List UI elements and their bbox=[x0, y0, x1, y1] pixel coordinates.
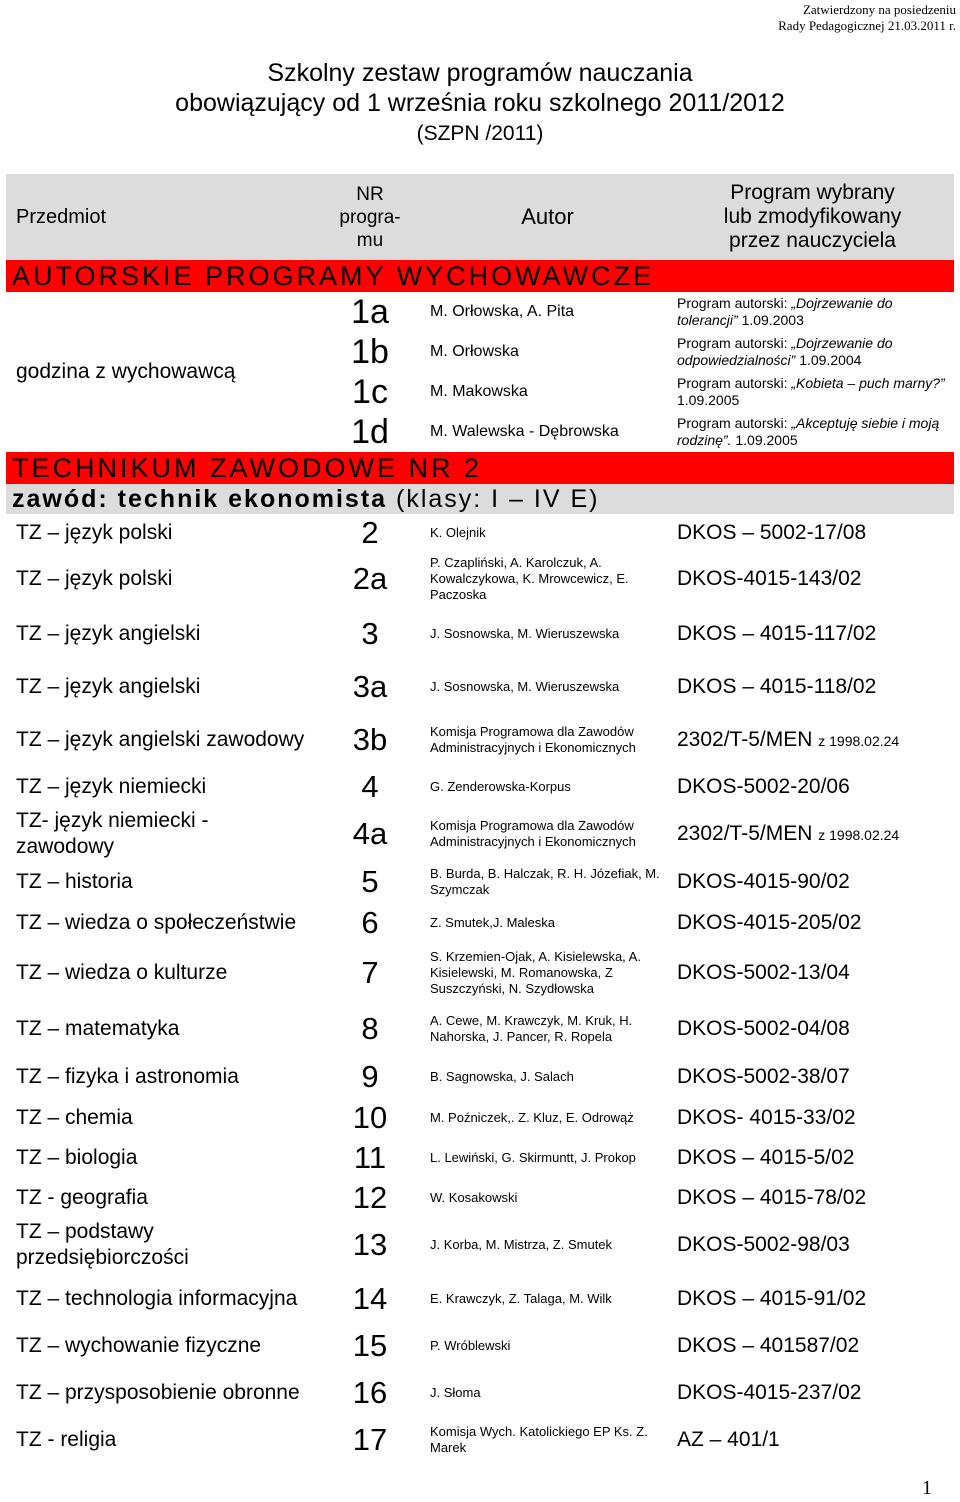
program-description bbox=[671, 292, 954, 332]
program-description bbox=[671, 412, 954, 452]
table-row bbox=[6, 902, 954, 944]
program-number: 9 bbox=[361, 1059, 379, 1094]
profession-line bbox=[6, 484, 954, 514]
program-code-main: 2302/T-5/MEN bbox=[677, 728, 819, 751]
table-row bbox=[6, 662, 954, 712]
class-code: 1c bbox=[352, 372, 388, 411]
program-code bbox=[671, 862, 954, 902]
program-title: „Kobieta – puch marny?” bbox=[791, 375, 945, 391]
program-number: 3 bbox=[361, 616, 379, 651]
program-number: 3a bbox=[352, 669, 388, 704]
author-names: A. Cewe, M. Krawczyk, M. Kruk, H. Nahorska, J. Pancer, R. Ropela bbox=[430, 1013, 633, 1044]
page-number: 1 bbox=[922, 1477, 932, 1499]
class-code: 1a bbox=[351, 292, 389, 331]
program-code bbox=[671, 1056, 954, 1098]
program-prefix: Program autorski: bbox=[677, 295, 792, 311]
author-names: B. Sagnowska, J. Salach bbox=[430, 1069, 574, 1084]
program-number: 8 bbox=[361, 1011, 379, 1046]
subject-name: TZ – fizyka i astronomia bbox=[16, 1065, 239, 1088]
program-title-text: Dojrzewanie do tolerancji” bbox=[677, 295, 893, 328]
wych-row bbox=[6, 292, 954, 332]
table-row bbox=[6, 1326, 954, 1366]
program-description bbox=[671, 332, 954, 372]
program-code bbox=[671, 806, 954, 862]
program-title-text: Kobieta – puch marny?” bbox=[796, 375, 945, 391]
program-code-main: DKOS – 4015-118/02 bbox=[677, 675, 877, 698]
subject-name: TZ – wychowanie fizyczne bbox=[16, 1334, 262, 1357]
program-code bbox=[671, 1178, 954, 1218]
author-names: P. Czapliński, A. Karolczuk, A. Kowalczykowa, K. Mrowcewicz, E. Paczoska bbox=[430, 555, 629, 602]
table-row bbox=[6, 1178, 954, 1218]
program-code bbox=[671, 944, 954, 1002]
program-number: 11 bbox=[353, 1140, 387, 1175]
header-nr-line-3: mu bbox=[356, 229, 384, 251]
program-code-main: DKOS – 4015-5/02 bbox=[677, 1146, 855, 1169]
program-table bbox=[6, 174, 954, 1460]
program-number: 15 bbox=[352, 1328, 388, 1363]
subject-name: TZ- język niemiecki - zawodowy bbox=[16, 809, 209, 858]
program-code-main: DKOS – 4015-91/02 bbox=[677, 1287, 867, 1310]
subject-name: TZ – język angielski bbox=[16, 622, 201, 645]
section-title-school: TECHNIKUM ZAWODOWE NR 2 bbox=[6, 452, 954, 484]
program-code bbox=[671, 514, 954, 552]
subject-name: TZ – historia bbox=[16, 870, 133, 893]
program-title: „Akceptuję siebie i moją rodzinę”. bbox=[677, 415, 940, 448]
author-names: S. Krzemien-Ojak, A. Kisielewska, A. Kisielewski, M. Romanowska, Z Suszczyński, N. Szydłowska bbox=[430, 949, 641, 996]
author-names: Z. Smutek,J. Maleska bbox=[430, 915, 555, 930]
table-row bbox=[6, 1138, 954, 1178]
class-code: 1b bbox=[351, 332, 389, 371]
table-row bbox=[6, 944, 954, 1002]
author-names: J. Sosnowska, M. Wieruszewska bbox=[430, 626, 620, 641]
subject-name: TZ – matematyka bbox=[16, 1017, 180, 1040]
program-number: 13 bbox=[352, 1227, 388, 1262]
program-code bbox=[671, 1218, 954, 1272]
header-program bbox=[671, 174, 954, 260]
profession-band bbox=[6, 484, 954, 514]
author-names: J. Sosnowska, M. Wieruszewska bbox=[430, 679, 620, 694]
program-prefix: Program autorski: bbox=[677, 415, 792, 431]
header-program-line-3: przez nauczyciela bbox=[729, 229, 896, 252]
author-names: Komisja Programowa dla Zawodów Administracyjnych i Ekonomicznych bbox=[430, 818, 636, 849]
program-code-main: DKOS-5002-13/04 bbox=[677, 961, 850, 984]
program-number: 3b bbox=[352, 722, 388, 757]
program-code-main: DKOS-4015-205/02 bbox=[677, 911, 862, 934]
section-band-wych bbox=[6, 260, 954, 292]
subject-name: TZ – wiedza o społeczeństwie bbox=[16, 911, 297, 934]
header-subject: Przedmiot bbox=[6, 174, 316, 260]
document-code: (SZPN /2011) bbox=[416, 122, 544, 145]
table-header bbox=[6, 174, 954, 260]
program-prefix: Program autorski: bbox=[677, 335, 792, 351]
subject-name: TZ – język angielski zawodowy bbox=[16, 728, 305, 751]
program-code-main: DKOS-5002-04/08 bbox=[677, 1017, 850, 1040]
author-names: W. Kosakowski bbox=[430, 1190, 518, 1205]
page-title: Szkolny zestaw programów nauczania bbox=[267, 59, 693, 87]
program-description bbox=[671, 372, 954, 412]
header-nr bbox=[316, 174, 424, 260]
approval-line-1: Zatwierdzony na posiedzeniu bbox=[802, 2, 956, 17]
program-code-main: DKOS- 4015-33/02 bbox=[677, 1106, 856, 1129]
subject-name: TZ – wiedza o kulturze bbox=[16, 961, 228, 984]
table-row bbox=[6, 806, 954, 862]
header-nr-line-1: NR bbox=[356, 183, 384, 205]
program-code bbox=[671, 712, 954, 768]
table-row bbox=[6, 712, 954, 768]
table-row bbox=[6, 768, 954, 806]
program-code bbox=[671, 1138, 954, 1178]
author-names: M. Orłowska bbox=[430, 343, 519, 360]
subject-name: TZ - religia bbox=[16, 1428, 117, 1451]
program-title-text: Dojrzewanie do odpowiedzialności” bbox=[677, 335, 893, 368]
subject-name: TZ – chemia bbox=[16, 1106, 133, 1129]
subject-name: TZ – przysposobienie obronne bbox=[16, 1381, 300, 1404]
table-row bbox=[6, 552, 954, 606]
program-code-date: z 1998.02.24 bbox=[818, 733, 900, 749]
program-code bbox=[671, 1366, 954, 1420]
author-names: E. Krawczyk, Z. Talaga, M. Wilk bbox=[430, 1291, 612, 1306]
author-names: M. Poźniczek,. Z. Kluz, E. Odrowąż bbox=[430, 1110, 634, 1125]
subject-name: TZ – język angielski bbox=[16, 675, 201, 698]
subject-name: TZ – podstawy przedsiębiorczości bbox=[16, 1220, 189, 1269]
program-title: „Dojrzewanie do tolerancji” bbox=[677, 295, 893, 328]
table-row bbox=[6, 514, 954, 552]
table-row bbox=[6, 1098, 954, 1138]
header-author: Autor bbox=[424, 174, 671, 260]
approval-line-2: Rady Pedagogicznej 21.03.2011 r. bbox=[778, 18, 956, 33]
program-prefix: Program autorski: bbox=[677, 375, 792, 391]
program-date: 1.09.2004 bbox=[799, 352, 862, 368]
table-row bbox=[6, 1420, 954, 1460]
header-program-line-2: lub zmodyfikowany bbox=[723, 205, 902, 228]
author-names: M. Walewska - Dębrowska bbox=[430, 423, 619, 440]
author-names: J. Korba, M. Mistrza, Z. Smutek bbox=[430, 1237, 613, 1252]
program-code bbox=[671, 1098, 954, 1138]
program-code-main: DKOS-5002-20/06 bbox=[677, 775, 850, 798]
program-date: 1.09.2005 bbox=[677, 392, 740, 408]
program-code-main: DKOS-5002-98/03 bbox=[677, 1233, 850, 1256]
wych-subject: godzina z wychowawcą bbox=[16, 360, 236, 383]
program-code-main: DKOS-4015-237/02 bbox=[677, 1381, 862, 1404]
author-names: K. Olejnik bbox=[430, 525, 486, 540]
subject-name: TZ – technologia informacyjna bbox=[16, 1287, 298, 1310]
table-row bbox=[6, 862, 954, 902]
page-subtitle: obowiązujący od 1 września roku szkolnego 2011/2012 bbox=[175, 89, 785, 117]
program-code bbox=[671, 902, 954, 944]
program-number: 10 bbox=[352, 1100, 388, 1135]
table-row bbox=[6, 1002, 954, 1056]
program-date: 1.09.2003 bbox=[741, 312, 804, 328]
author-names: M. Makowska bbox=[430, 383, 528, 400]
subject-name: TZ - geografia bbox=[16, 1186, 148, 1209]
program-code bbox=[671, 662, 954, 712]
section-title-wych: AUTORSKIE PROGRAMY WYCHOWAWCZE bbox=[6, 260, 954, 292]
subject-name: TZ – biologia bbox=[16, 1146, 138, 1169]
profession-name: zawód: technik ekonomista bbox=[12, 484, 388, 513]
table-row bbox=[6, 1272, 954, 1326]
program-number: 2 bbox=[361, 515, 379, 550]
program-code-main: 2302/T-5/MEN bbox=[677, 822, 819, 845]
program-number: 17 bbox=[352, 1422, 388, 1457]
program-number: 7 bbox=[361, 955, 379, 990]
approval-note bbox=[726, 2, 956, 34]
subject-name: TZ – język polski bbox=[16, 567, 173, 590]
program-code bbox=[671, 1002, 954, 1056]
program-code-date: z 1998.02.24 bbox=[818, 827, 900, 843]
program-code-main: DKOS-5002-38/07 bbox=[677, 1065, 850, 1088]
author-names: Komisja Wych. Katolickiego EP Ks. Z. Marek bbox=[430, 1424, 648, 1455]
subject-name: TZ – język niemiecki bbox=[16, 775, 207, 798]
table-row bbox=[6, 606, 954, 662]
program-code bbox=[671, 768, 954, 806]
table-row bbox=[6, 1218, 954, 1272]
section-band-school bbox=[6, 452, 954, 484]
table-row bbox=[6, 1366, 954, 1420]
program-number: 2a bbox=[352, 561, 388, 596]
program-code-main: DKOS – 401587/02 bbox=[677, 1334, 860, 1357]
author-names: G. Zenderowska-Korpus bbox=[430, 779, 571, 794]
author-names: B. Burda, B. Halczak, R. H. Józefiak, M. Szymczak bbox=[430, 866, 660, 897]
program-code bbox=[671, 1272, 954, 1326]
author-names: P. Wróblewski bbox=[430, 1338, 511, 1353]
program-number: 4 bbox=[361, 769, 379, 804]
author-names: L. Lewiński, G. Skirmuntt, J. Prokop bbox=[430, 1150, 636, 1165]
program-code-main: DKOS-4015-90/02 bbox=[677, 870, 850, 893]
program-number: 16 bbox=[352, 1375, 388, 1410]
subject-name: TZ – język polski bbox=[16, 521, 173, 544]
program-number: 14 bbox=[352, 1281, 388, 1316]
program-code bbox=[671, 1326, 954, 1366]
class-code: 1d bbox=[351, 412, 389, 451]
profession-classes: (klasy: I – IV E) bbox=[387, 484, 600, 513]
program-code bbox=[671, 552, 954, 606]
program-code-main: DKOS – 5002-17/08 bbox=[677, 521, 867, 544]
program-code bbox=[671, 1420, 954, 1460]
program-title-text: Akceptuję siebie i moją rodzinę”. bbox=[677, 415, 940, 448]
table-row bbox=[6, 1056, 954, 1098]
program-title: „Dojrzewanie do odpowiedzialności” bbox=[677, 335, 893, 368]
program-code bbox=[671, 606, 954, 662]
program-date: 1.09.2005 bbox=[735, 432, 798, 448]
program-number: 6 bbox=[361, 905, 379, 940]
author-names: M. Orłowska, A. Pita bbox=[430, 303, 575, 320]
program-code-main: AZ – 401/1 bbox=[677, 1428, 780, 1451]
program-code-main: DKOS-4015-143/02 bbox=[677, 567, 862, 590]
program-code-main: DKOS – 4015-117/02 bbox=[677, 622, 877, 645]
program-number: 4a bbox=[352, 816, 388, 851]
header-program-line-1: Program wybrany bbox=[730, 181, 895, 204]
author-names: J. Słoma bbox=[430, 1385, 481, 1400]
header-nr-line-2: progra- bbox=[339, 206, 401, 228]
program-number: 5 bbox=[361, 864, 379, 899]
author-names: Komisja Programowa dla Zawodów Administracyjnych i Ekonomicznych bbox=[430, 724, 636, 755]
program-code-main: DKOS – 4015-78/02 bbox=[677, 1186, 867, 1209]
program-number: 12 bbox=[352, 1180, 388, 1215]
